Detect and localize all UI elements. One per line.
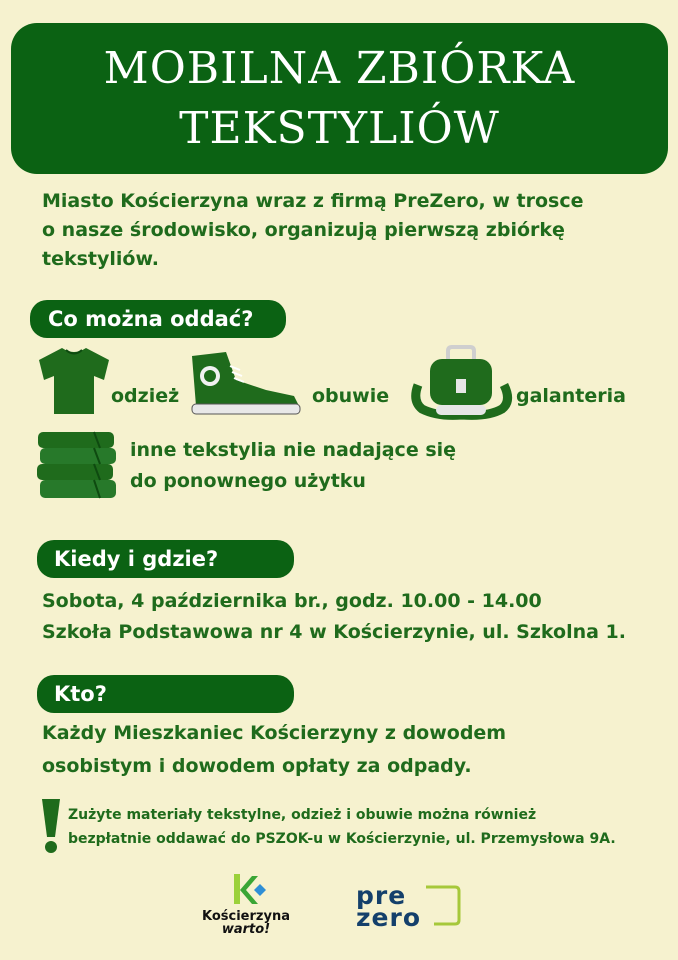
intro-paragraph xyxy=(42,187,652,274)
koscierzyna-logo-line-1: Kościerzyna xyxy=(202,909,290,924)
section-heading-what: Co można oddać? xyxy=(30,300,286,338)
who-line-1: Każdy Mieszkaniec Kościerzyny z dowodem xyxy=(42,722,507,744)
sneaker-icon xyxy=(186,350,304,418)
title-line-1: MOBILNA ZBIÓRKA xyxy=(103,42,576,94)
when-line-2: Szkoła Podstawowa nr 4 w Kościerzynie, ul. Szkolna 1. xyxy=(42,621,626,643)
intro-line-2: o nasze środowisko, organizują pierwszą zbiórkę xyxy=(42,219,565,241)
exclamation-icon xyxy=(40,797,62,855)
intro-line-3: tekstyliów. xyxy=(42,248,160,270)
item-label-shoes: obuwie xyxy=(312,385,390,407)
bag-icon xyxy=(408,345,514,421)
prezero-logo-line-1: pre xyxy=(356,881,407,910)
tshirt-icon xyxy=(36,346,112,416)
folded-clothes-icon xyxy=(34,428,120,502)
item-label-accessories: galanteria xyxy=(516,385,626,407)
koscierzyna-logo-line-2: warto! xyxy=(221,922,271,937)
who-line-2: osobistym i dowodem opłaty za odpady. xyxy=(42,755,472,777)
title-line-2: TEKSTYLIÓW xyxy=(179,102,500,154)
section-heading-who: Kto? xyxy=(37,675,294,713)
item-label-clothes: odzież xyxy=(111,385,180,407)
prezero-logo-line-2: zero xyxy=(356,903,422,932)
koscierzyna-logo-icon xyxy=(230,872,272,908)
note-line-1: Zużyte materiały tekstylne, odzież i obuwie można również xyxy=(68,807,537,823)
section-heading-when: Kiedy i gdzie? xyxy=(37,540,294,578)
when-line-1: Sobota, 4 października br., godz. 10.00 - 14.00 xyxy=(42,590,542,612)
title-banner xyxy=(11,23,668,174)
note-line-2: bezpłatnie oddawać do PSZOK-u w Kościerzynie, ul. Przemysłowa 9A. xyxy=(68,831,616,847)
other-textiles-line-2: do ponownego użytku xyxy=(130,470,366,492)
other-textiles-line-1: inne tekstylia nie nadające się xyxy=(130,439,457,461)
prezero-logo-frame-icon xyxy=(420,884,462,928)
intro-line-1: Miasto Kościerzyna wraz z firmą PreZero, w trosce xyxy=(42,190,584,212)
